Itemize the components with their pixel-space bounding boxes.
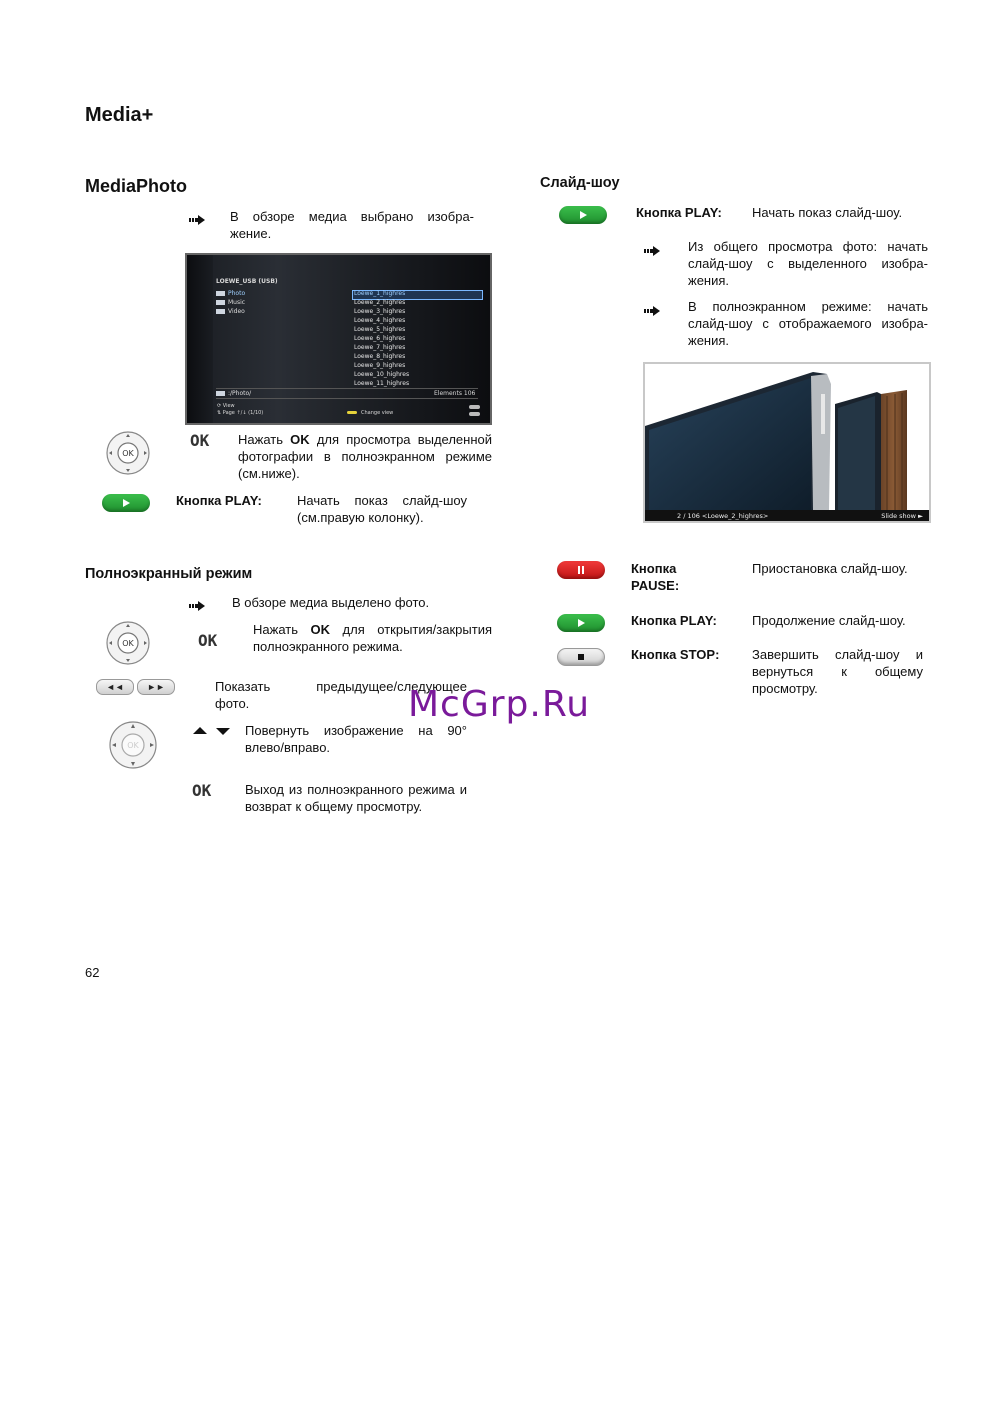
- slideshow-play-label: Кнопка PLAY:: [636, 205, 722, 220]
- mb-file-4[interactable]: Loewe_4_highres: [354, 317, 406, 324]
- slideshow-item2: В полноэкранном режиме: начать слайд-шоу с отображаемого изобра-жения.: [688, 299, 928, 348]
- bullet-arrow-icon: [644, 246, 660, 256]
- bullet-arrow-icon: [189, 601, 205, 611]
- mb-footer-change-view: Change view: [361, 410, 394, 416]
- fs-ok-desc: Нажать OK для открытия/закрытия полноэкранного режима.: [253, 622, 492, 654]
- photo-caption-right: Slide show ►: [881, 512, 923, 520]
- navigation-wheel-icon: [106, 721, 158, 771]
- ok-navigation-wheel-icon: [106, 431, 150, 475]
- bullet-arrow-icon: [189, 215, 205, 225]
- stop-key-label: Кнопка STOP:: [631, 647, 720, 662]
- svg-text:OK: OK: [122, 449, 134, 458]
- watermark: McGrp.Ru: [408, 684, 591, 725]
- section-title-slideshow: Слайд-шоу: [540, 175, 620, 191]
- photo-caption-left: 2 / 106 <Loewe_2_highres>: [677, 512, 769, 520]
- fs-intro: В обзоре медиа выделено фото.: [232, 595, 430, 610]
- stop-key-desc: Завершить слайд-шоу и вернуться к общему просмотру.: [752, 647, 923, 696]
- mb-file-8[interactable]: Loewe_8_highres: [354, 353, 406, 360]
- slideshow-play-desc: Начать показ слайд-шоу.: [752, 205, 903, 220]
- mb-file-7[interactable]: Loewe_7_highres: [354, 344, 406, 351]
- mb-file-2[interactable]: Loewe_2_highres: [354, 299, 406, 306]
- pause-button-icon: [557, 561, 605, 579]
- play-button-icon: [557, 614, 605, 632]
- up-down-arrows-icon: [192, 726, 232, 736]
- mb-elements: Elements 106: [434, 390, 476, 397]
- play-button-icon: [102, 494, 150, 512]
- ok-key-label: OK: [190, 431, 210, 450]
- mb-file-3[interactable]: Loewe_3_highres: [354, 308, 406, 315]
- page-header: Media+: [85, 104, 154, 126]
- mb-file-6[interactable]: Loewe_6_highres: [354, 335, 406, 342]
- mb-file-11[interactable]: Loewe_11_highres: [354, 380, 410, 387]
- media-browser-screenshot: [185, 253, 492, 425]
- slideshow-item1: Из общего просмотра фото: начать слайд-шоу с выделенного изобра-жения.: [688, 239, 928, 288]
- ok-desc: Нажать OK для просмотра выделенной фотографии в полноэкранном режиме (см.ниже).: [238, 432, 492, 481]
- resume-play-key-label: Кнопка PLAY:: [631, 613, 717, 628]
- play-key-label: Кнопка PLAY:: [176, 493, 262, 508]
- mb-folder-music[interactable]: Music: [216, 299, 245, 306]
- fs-rotate-desc: Повернуть изображение на 90° влево/вправо.: [245, 723, 467, 755]
- intro-line2: жение.: [230, 226, 272, 241]
- mb-file-5[interactable]: Loewe_5_highres: [354, 326, 406, 333]
- intro-line1: В обзоре медиа выбрано изобра-: [230, 209, 474, 224]
- fs-exit-key-label: OK: [192, 781, 212, 800]
- mb-path: :/Photo/: [216, 390, 251, 397]
- rewind-button-icon: ◄◄: [96, 679, 134, 695]
- bullet-arrow-icon: [644, 306, 660, 316]
- ok-navigation-wheel-icon: [106, 621, 150, 665]
- slideshow-tv-photo: [643, 362, 931, 523]
- mb-file-1[interactable]: Loewe_1_highres: [354, 290, 406, 297]
- svg-text:OK: OK: [127, 741, 139, 750]
- section-title-fullscreen: Полноэкранный режим: [85, 566, 253, 582]
- mb-folder-video[interactable]: Video: [216, 308, 245, 315]
- fs-exit-desc: Выход из полноэкранного режима и возврат к общему просмотру.: [245, 782, 467, 814]
- pause-key-desc: Приостановка слайд-шоу.: [752, 561, 908, 576]
- mb-footer-page: ⇅ Page ↑/↓ (1/10): [217, 410, 264, 416]
- resume-play-key-desc: Продолжение слайд-шоу.: [752, 613, 906, 628]
- mediaphoto-intro: [230, 208, 474, 242]
- fast-forward-button-icon: ►►: [137, 679, 175, 695]
- tv-product-image: [645, 364, 929, 521]
- svg-text:OK: OK: [122, 639, 134, 648]
- mb-device: LOEWE_USB (USB): [216, 278, 278, 285]
- mb-file-9[interactable]: Loewe_9_highres: [354, 362, 406, 369]
- play-button-icon: [559, 206, 607, 224]
- pause-key-label: Кнопка PAUSE:: [631, 561, 680, 593]
- stop-button-icon: [557, 648, 605, 666]
- play-key-desc: Начать показ слайд-шоу (см.правую колонку).: [297, 493, 467, 525]
- mb-footer-view: ⟳ View: [217, 403, 235, 409]
- mb-file-10[interactable]: Loewe_10_highres: [354, 371, 410, 378]
- mb-yellow-key-icon: [347, 411, 357, 414]
- fs-prevnext-desc: Показать предыдущее/следующее фото.: [215, 679, 467, 711]
- mb-folder-photo[interactable]: Photo: [216, 290, 245, 297]
- page-number: 62: [85, 965, 100, 980]
- fs-ok-key-label: OK: [198, 631, 218, 650]
- section-title-mediaphoto: MediaPhoto: [85, 176, 187, 196]
